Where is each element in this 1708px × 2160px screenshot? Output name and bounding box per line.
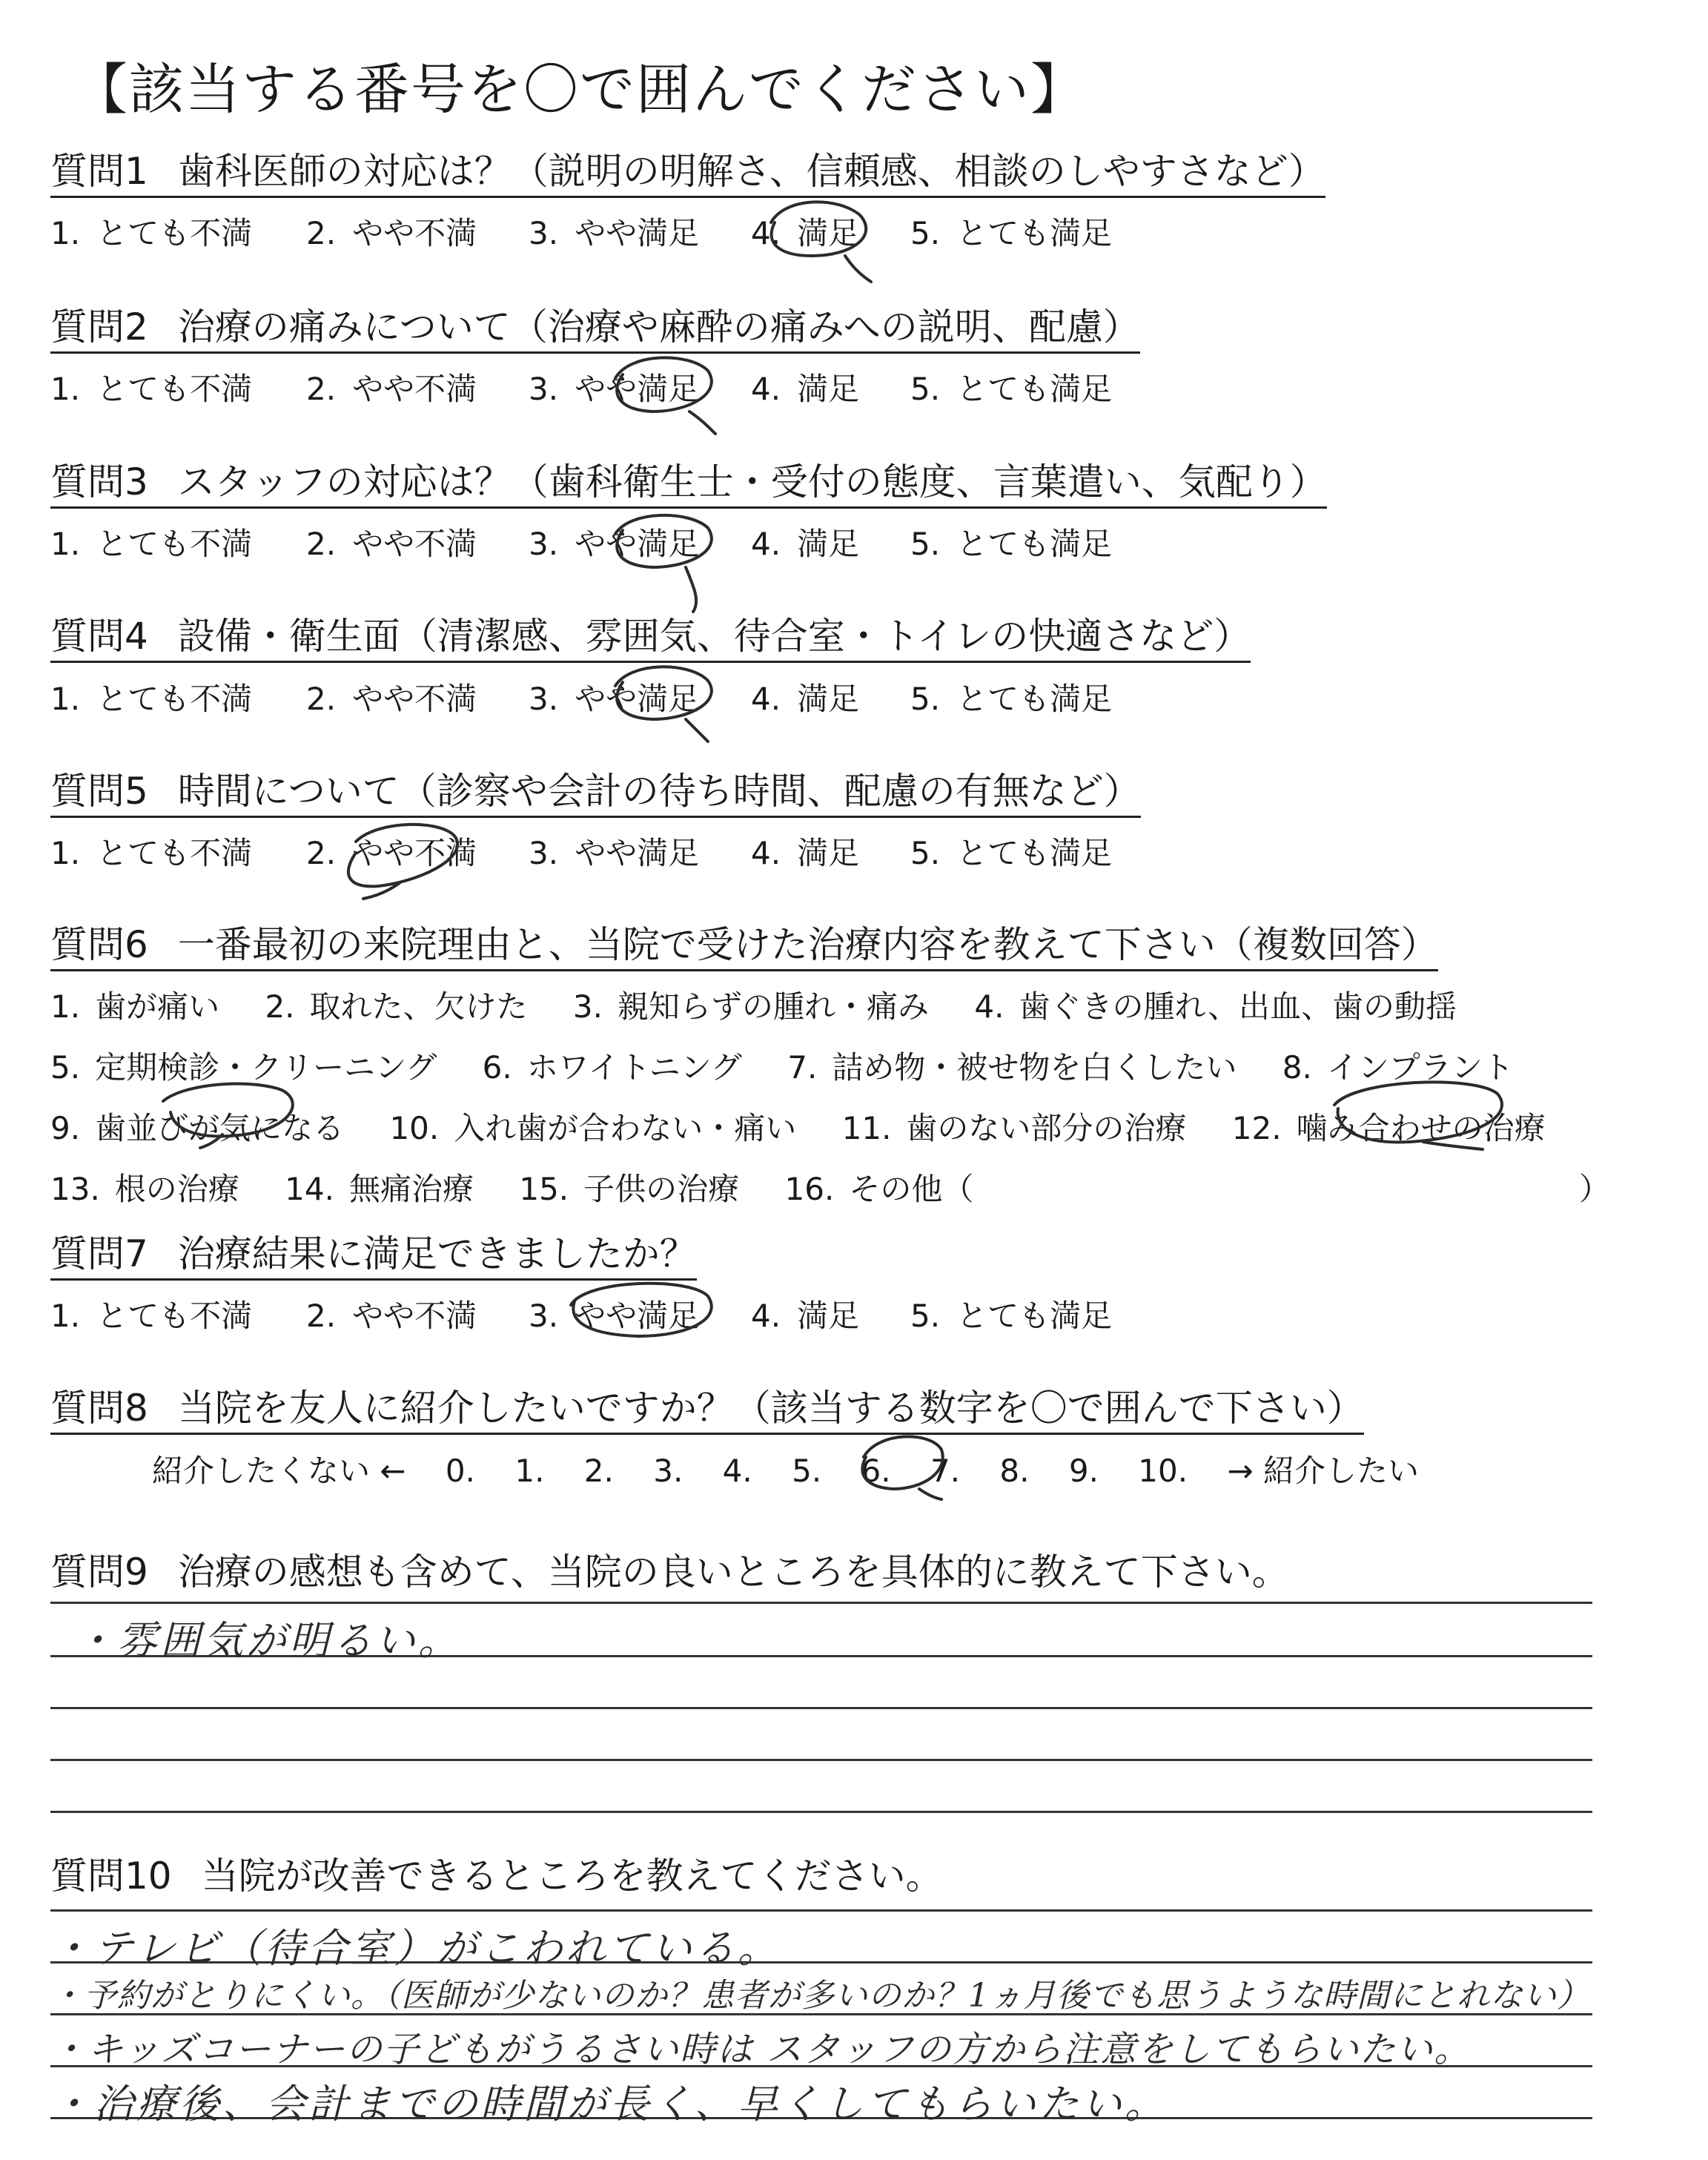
option-3[interactable]: 3. やや満足 (529, 371, 700, 407)
option-4[interactable]: 4. 満足 (751, 1298, 860, 1334)
option-3[interactable]: 3. やや満足 (529, 1298, 700, 1334)
option-6[interactable]: 6. ホワイトニング (482, 1049, 742, 1086)
option-7[interactable]: 7. 詰め物・被せ物を白くしたい (787, 1049, 1237, 1086)
option-8[interactable]: 8. インプラント (1282, 1049, 1514, 1086)
question-5-title (50, 772, 1141, 818)
option-4[interactable]: 4. 満足 (751, 681, 860, 717)
option-5[interactable]: 5. とても満足 (910, 681, 1113, 717)
question-number: 質問4 (50, 615, 148, 658)
handwritten-answer: ・キッズコーナーの子どもがうるさい時は スタッフの方から注意をしてもらいたい。 (50, 2029, 1472, 2070)
option-2[interactable]: 2. やや不満 (306, 1298, 477, 1334)
answer-line (50, 1602, 1592, 1604)
scale-4[interactable]: 4. (722, 1453, 752, 1489)
scale-5[interactable]: 5. (792, 1453, 822, 1489)
question-number: 質問3 (50, 460, 148, 503)
referral-scale (152, 1447, 1449, 1491)
option-2[interactable]: 2. 取れた、欠けた (265, 988, 528, 1025)
option-1[interactable]: 1. とても不満 (50, 1298, 253, 1334)
question-number: 質問2 (50, 305, 148, 349)
option-3[interactable]: 3. 親知らずの腫れ・痛み (572, 988, 929, 1025)
question-number: 質問8 (50, 1387, 148, 1430)
question-text: 治療の感想も含めて、当院の良いところを具体的に教えて下さい。 (177, 1550, 1289, 1593)
options-row-3 (50, 1104, 1581, 1165)
option-5[interactable]: 5. とても満足 (910, 835, 1113, 871)
handwritten-answer: ・予約がとりにくい。（医師が少ないのか？患者が多いのか？1ヵ月後でも思うような時間にとれない） (50, 1977, 1590, 2015)
answer-line (50, 1759, 1592, 1761)
option-16[interactable]: 16. その他（ (784, 1171, 974, 1207)
option-11[interactable]: 11. 歯のない部分の治療 (841, 1110, 1187, 1146)
options-row-2 (50, 1043, 1581, 1104)
option-14[interactable]: 14. 無痛治療 (285, 1171, 474, 1207)
option-2[interactable]: 2. やや不満 (306, 526, 477, 562)
scale-0[interactable]: 0. (445, 1453, 475, 1489)
question-4-title (50, 617, 1251, 663)
scale-2[interactable]: 2. (583, 1453, 614, 1489)
question-3-title (50, 460, 1327, 509)
question-10-title (50, 1846, 943, 1900)
option-5[interactable]: 5. 定期検診・クリーニング (50, 1049, 437, 1086)
scale-3[interactable]: 3. (653, 1453, 683, 1489)
option-1[interactable]: 1. とても不満 (50, 526, 253, 562)
question-number: 質問1 (50, 150, 148, 193)
question-6-options (50, 982, 1581, 1226)
scale-7[interactable]: 7. (930, 1453, 961, 1489)
option-5[interactable]: 5. とても満足 (910, 526, 1113, 562)
option-2[interactable]: 2. やや不満 (306, 371, 477, 407)
answer-line (50, 1707, 1592, 1709)
question-text: 一番最初の来院理由と、当院で受けた治療内容を教えて下さい（複数回答） (177, 923, 1438, 966)
question-number: 質問10 (50, 1855, 172, 1898)
option-10[interactable]: 10. 入れ歯が合わない・痛い (389, 1110, 797, 1146)
option-1[interactable]: 1. とても不満 (50, 835, 253, 871)
option-2[interactable]: 2. やや不満 (306, 835, 477, 871)
question-text: 時間について（診察や会計の待ち時間、配慮の有無など） (177, 770, 1141, 813)
option-5[interactable]: 5. とても満足 (910, 1298, 1113, 1334)
options-row-4 (50, 1165, 1581, 1226)
option-1[interactable]: 1. 歯が痛い (50, 988, 220, 1025)
option-5[interactable]: 5. とても満足 (910, 215, 1113, 251)
option-5[interactable]: 5. とても満足 (910, 371, 1113, 407)
scale-1[interactable]: 1. (514, 1453, 545, 1489)
answer-line (50, 1909, 1592, 1912)
scale-left-label: 紹介したくない ← (152, 1453, 406, 1489)
scale-right-label: → 紹介したい (1227, 1453, 1419, 1489)
option-2[interactable]: 2. やや不満 (306, 681, 477, 717)
question-7-title (50, 1232, 697, 1281)
question-9-title (50, 1542, 1289, 1596)
scale-10[interactable]: 10. (1138, 1453, 1188, 1489)
scale-6[interactable]: 6. (861, 1453, 891, 1489)
question-text: 設備・衛生面（清潔感、雰囲気、待合室・トイレの快適さなど） (177, 615, 1251, 658)
handwritten-answer: ・テレビ（待合室）がこわれている。 (50, 1925, 781, 1972)
question-8-title (50, 1389, 1364, 1435)
options-row-1 (50, 982, 1581, 1043)
question-text: 治療の痛みについて（治療や麻酔の痛みへの説明、配慮） (177, 305, 1140, 349)
option-4[interactable]: 4. 歯ぐきの腫れ、出血、歯の動揺 (974, 988, 1457, 1025)
question-number: 質問6 (50, 923, 148, 966)
option-3[interactable]: 3. やや満足 (529, 215, 700, 251)
option-3[interactable]: 3. やや満足 (529, 681, 700, 717)
option-1[interactable]: 1. とても不満 (50, 371, 253, 407)
option-15[interactable]: 15. 子供の治療 (519, 1171, 740, 1207)
question-text: スタッフの対応は？（歯科衛生士・受付の態度、言葉遣い、気配り） (177, 460, 1327, 503)
option-4[interactable]: 4. 満足 (751, 215, 860, 251)
instruction-header: 【該当する番号を〇で囲んでください】 (73, 58, 1087, 122)
option-13[interactable]: 13. 根の治療 (50, 1171, 239, 1207)
option-9[interactable]: 9. 歯並びが気になる (50, 1110, 345, 1146)
option-1[interactable]: 1. とても不満 (50, 215, 253, 251)
handwritten-answer: ・雰囲気が明るい。 (74, 1617, 461, 1664)
option-2[interactable]: 2. やや不満 (306, 215, 477, 251)
question-6-title (50, 925, 1438, 971)
question-2-title (50, 305, 1140, 354)
scale-8[interactable]: 8. (999, 1453, 1030, 1489)
option-3[interactable]: 3. やや満足 (529, 835, 700, 871)
option-3[interactable]: 3. やや満足 (529, 526, 700, 562)
scale-9[interactable]: 9. (1068, 1453, 1099, 1489)
question-number: 質問9 (50, 1550, 148, 1593)
question-number: 質問7 (50, 1232, 148, 1275)
question-1-title (50, 152, 1325, 198)
option-4[interactable]: 4. 満足 (751, 526, 860, 562)
question-number: 質問5 (50, 770, 148, 813)
option-12[interactable]: 12. 噛み合わせの治療 (1231, 1110, 1546, 1146)
option-1[interactable]: 1. とても不満 (50, 681, 253, 717)
answer-line (50, 1811, 1592, 1813)
option-4[interactable]: 4. 満足 (751, 371, 860, 407)
other-close-paren: ） (1579, 1171, 1611, 1207)
question-text: 歯科医師の対応は？（説明の明解さ、信頼感、相談のしやすさなど） (177, 150, 1325, 193)
question-text: 当院を友人に紹介したいですか？（該当する数字を〇で囲んで下さい） (177, 1387, 1364, 1430)
handwritten-answer: ・治療後、会計までの時間が長く、早くしてもらいたい。 (50, 2081, 1168, 2127)
option-4[interactable]: 4. 満足 (751, 835, 860, 871)
question-text: 当院が改善できるところを教えてください。 (201, 1855, 943, 1898)
question-text: 治療結果に満足できましたか？ (177, 1232, 697, 1275)
